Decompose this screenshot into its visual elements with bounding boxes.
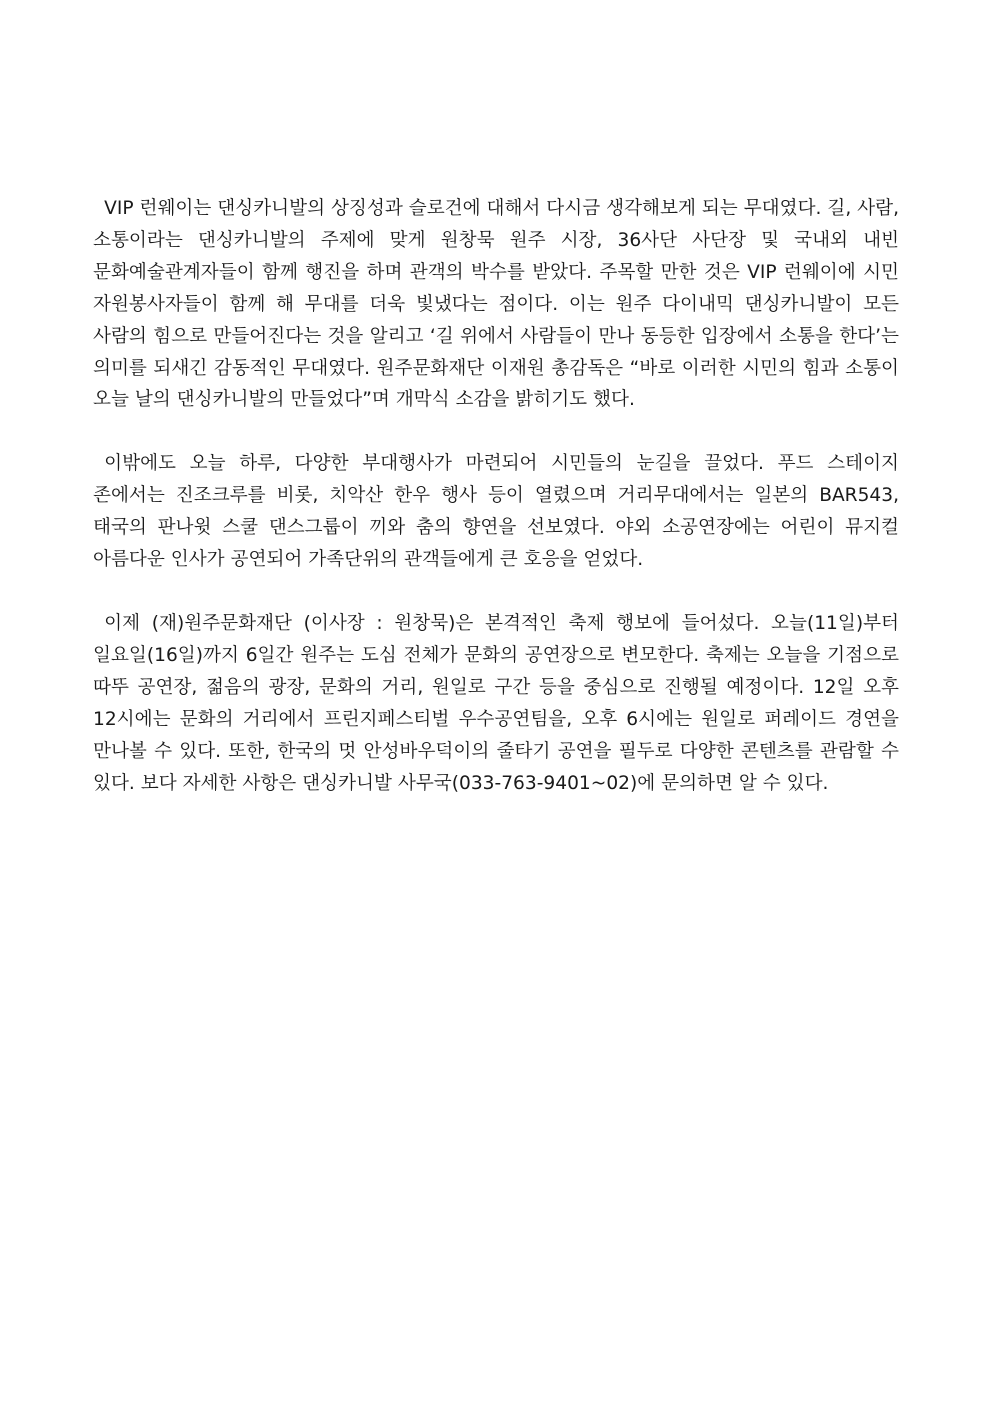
paragraph-vip-runway: VIP 런웨이는 댄싱카니발의 상징성과 슬로건에 대해서 다시금 생각해보게 되는 무대였다. 길, 사람, 소통이라는 댄싱카니발의 주제에 맞게 원창묵 원주 시장, 36사단 사단장 및 국내외 내빈 문화예술관계자들이 함께 행진을 하며 관객의 박수를 받았다. 주목할 만한 것은 VIP 런웨이에 시민 자원봉사자들이 함께 해 무대를 더욱 빛냈다는 점이다. 이는 원주 다이내믹 댄싱카니발이 모든 사람의 힘으로 만들어진다는 것을 알리고 ‘길 위에서 사람들이 만나 동등한 입장에서 소통을 한다’는 의미를 되새긴 감동적인 무대였다. 원주문화재단 이재원 총감독은 “바로 이러한 시민의 힘과 소통이 오늘 날의 댄싱카니발의 만들었다”며 개막식 소감을 밝히기도 했다. [93,198,899,411]
paragraph-side-events: 이밖에도 오늘 하루, 다양한 부대행사가 마련되어 시민들의 눈길을 끌었다. 푸드 스테이지 존에서는 진조크루를 비롯, 치악산 한우 행사 등이 열렸으며 거리무대에서는 일본의 BAR543, 태국의 판나윗 스쿨 댄스그룹이 끼와 춤의 향연을 선보였다. 야외 소공연장에는 어린이 뮤지컬 아름다운 인사가 공연되어 가족단위의 관객들에게 큰 호응을 얻었다. [93,453,899,571]
document-body [93,193,899,799]
paragraph-festival-schedule: 이제 (재)원주문화재단 (이사장 : 원창묵)은 본격적인 축제 행보에 들어섰다. 오늘(11일)부터 일요일(16일)까지 6일간 원주는 도심 전체가 문화의 공연장으로 변모한다. 축제는 오늘을 기점으로 따뚜 공연장, 젊음의 광장, 문화의 거리, 원일로 구간 등을 중심으로 진행될 예정이다. 12일 오후 12시에는 문화의 거리에서 프린지페스티벌 우수공연팀을, 오후 6시에는 원일로 퍼레이드 경연을 만나볼 수 있다. 또한, 한국의 멋 안성바우덕이의 줄타기 공연을 필두로 다양한 콘텐츠를 관람할 수 있다. 보다 자세한 사항은 댄싱카니발 사무국(033-763-9401~02)에 문의하면 알 수 있다. [93,612,899,794]
